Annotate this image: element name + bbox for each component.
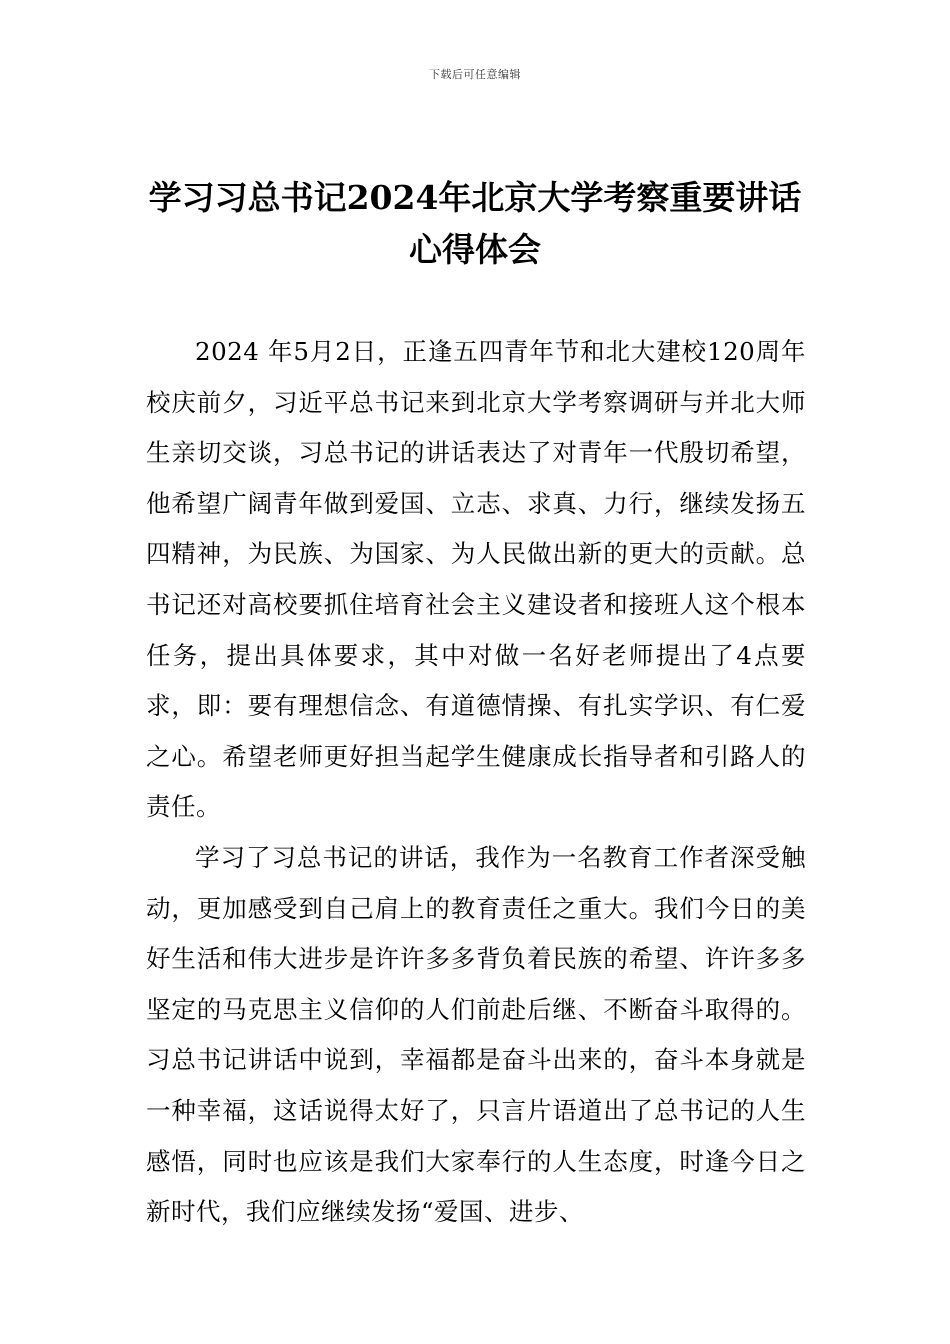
paragraph: 2024 年5月2日，正逢五四青年节和北大建校120周年校庆前夕，习近平总书记来到北京大学考察调研与并北大师生亲切交谈，习总书记的讲话表达了对青年一代殷切希望，他希望广阔青年做到爱国、立志、求真、力行，继续发扬五四精神，为民族、为国家、为人民做出新的更大的贡献。总书记还对高校要抓住培育社会主义建设者和接班人这个根本任务，提出具体要求，其中对做一名好老师提出了4点要求，即：要有理想信念、有道德情操、有扎实学识、有仁爱之心。希望老师更好担当起学生健康成长指导者和引路人的责任。 — [146, 337, 806, 822]
document-title: 学习习总书记2024年北京大学考察重要讲话心得体会 — [148, 178, 802, 269]
paragraph: 学习了习总书记的讲话，我作为一名教育工作者深受触动，更加感受到自己肩上的教育责任之重大。我们今日的美好生活和伟大进步是许许多多背负着民族的希望、许许多多坚定的马克思主义信仰的人们前赴后继、不断奋斗取得的。习总书记讲话中说到，幸福都是奋斗出来的，奋斗本身就是一种幸福，这话说得太好了，只言片语道出了总书记的人生感悟，同时也应该是我们大家奉行的人生态度，时逢今日之新时代，我们应继续发扬“爱国、进步、 — [146, 842, 806, 1227]
document-body — [146, 327, 806, 1238]
header-note: 下载后可任意编辑 — [429, 68, 521, 81]
